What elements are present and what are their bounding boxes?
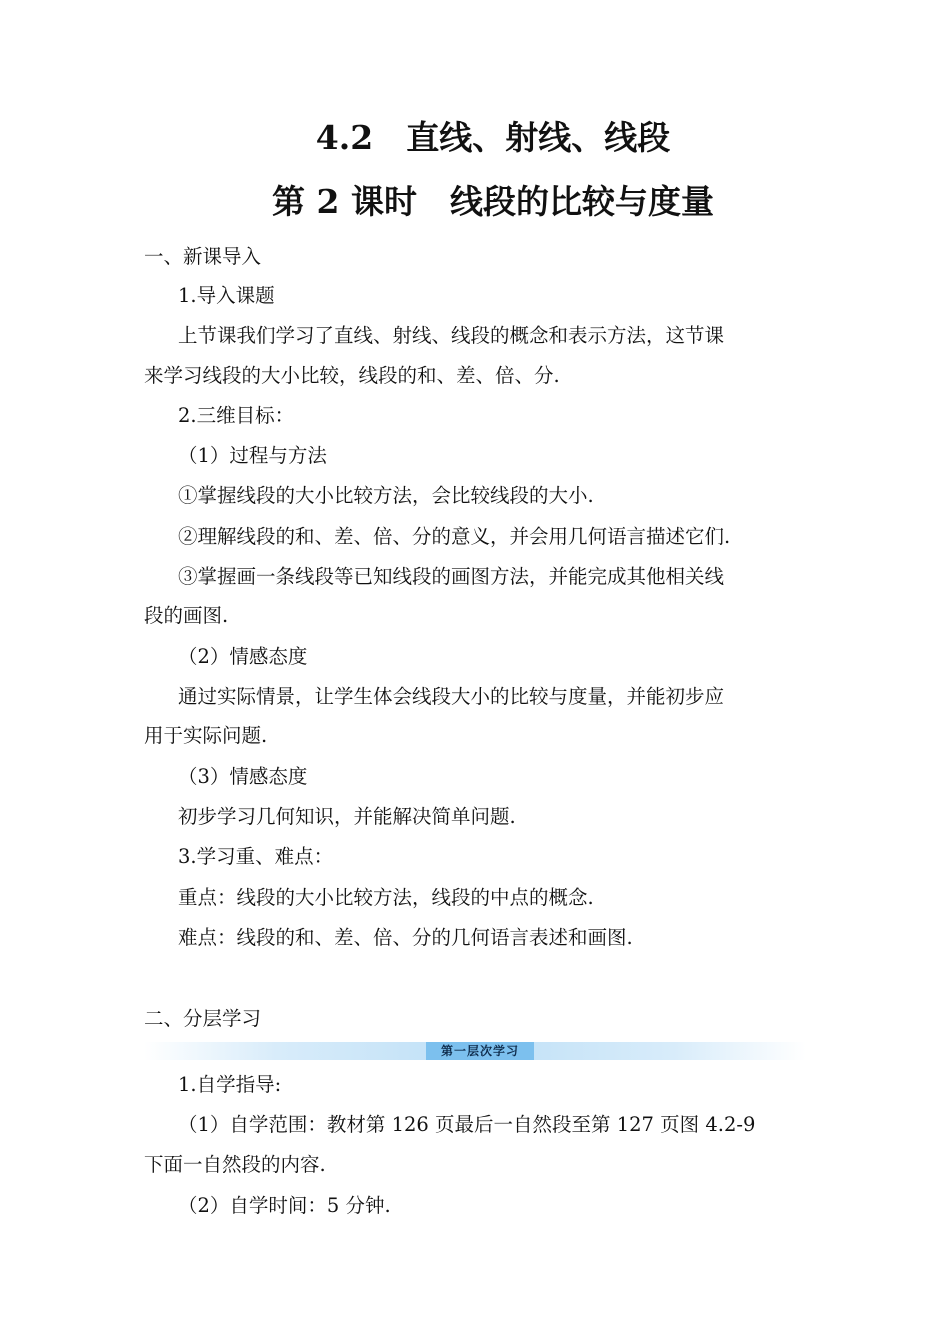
goal-3: ③掌握画一条线段等已知线段的画图方法，并能完成其他相关线 (178, 565, 725, 588)
subheading-emotion-1: （2）情感态度 (178, 645, 308, 668)
goal-3-cont: 段的画图. (144, 604, 229, 627)
item-goals: 2.三维目标： (178, 404, 295, 427)
level-banner-label: 第一层次学习 (426, 1042, 534, 1060)
paragraph-emotion: 通过实际情景，让学生体会线段大小的比较与度量，并能初步应 (178, 685, 725, 708)
paragraph-geometry: 初步学习几何知识，并能解决简单问题. (178, 805, 516, 828)
difficult-point: 难点：线段的和、差、倍、分的几何语言表述和画图. (178, 926, 633, 949)
section-title: 4.2 直线、射线、线段 (315, 118, 671, 157)
goal-1: ①掌握线段的大小比较方法，会比较线段的大小. (178, 484, 594, 507)
item-self-study-guide: 1.自学指导: (178, 1073, 282, 1096)
item-intro-topic: 1.导入课题 (178, 284, 275, 307)
self-study-scope-cont: 下面一自然段的内容. (144, 1153, 326, 1176)
level-banner (144, 1042, 806, 1060)
self-study-time: （2）自学时间：5 分钟. (178, 1194, 391, 1217)
goal-2: ②理解线段的和、差、倍、分的意义，并会用几何语言描述它们. (178, 525, 731, 548)
heading-new-lesson-intro: 一、新课导入 (144, 245, 262, 268)
subheading-emotion-2: （3）情感态度 (178, 765, 308, 788)
paragraph-intro-cont: 来学习线段的大小比较，线段的和、差、倍、分. (144, 364, 560, 387)
paragraph-intro: 上节课我们学习了直线、射线、线段的概念和表示方法，这节课 (178, 324, 725, 347)
item-key-points: 3.学习重、难点： (178, 845, 334, 868)
subheading-process-methods: （1）过程与方法 (178, 444, 327, 467)
paragraph-emotion-cont: 用于实际问题. (144, 724, 268, 747)
heading-layered-learning: 二、分层学习 (144, 1007, 262, 1030)
self-study-scope: （1）自学范围：教材第 126 页最后一自然段至第 127 页图 4.2-9 (178, 1113, 756, 1136)
lesson-subtitle: 第 2 课时 线段的比较与度量 (272, 182, 714, 221)
key-point: 重点：线段的大小比较方法，线段的中点的概念. (178, 886, 594, 909)
